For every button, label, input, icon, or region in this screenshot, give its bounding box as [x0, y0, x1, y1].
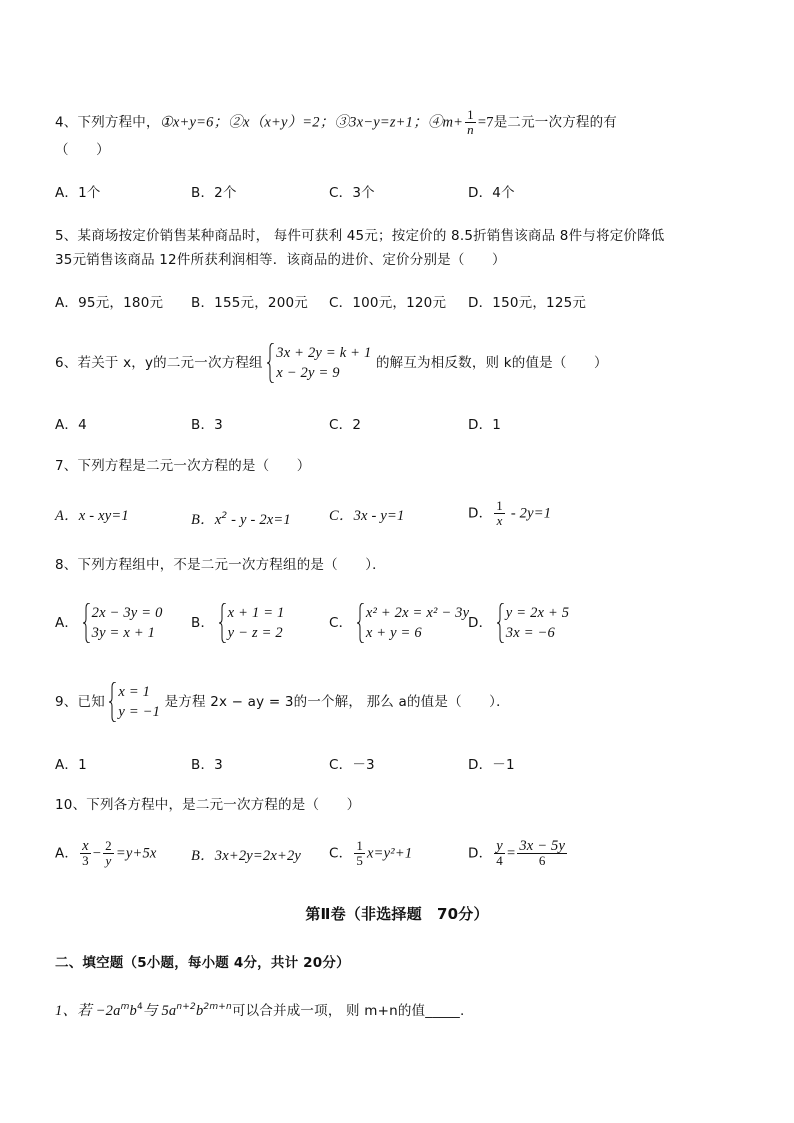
- q8-option-b[interactable]: B． x + 1 = 1 y − z = 2: [191, 605, 285, 641]
- q8-option-c[interactable]: C． x² + 2x = x² − 3y x + y = 6: [329, 605, 470, 641]
- question-4: 4、下列方程中，①x+y=6；②x（x+y）=2；③3x−y=z+1；④m+ $\frac{1}{n}$ =7是二元一次方程的有: [55, 107, 618, 137]
- fraction: $\frac{1}{5}$: [356, 838, 364, 868]
- q5-option-d[interactable]: D．150元，125元: [468, 295, 587, 311]
- q8-option-d[interactable]: D． y = 2x + 5 3x = −6: [468, 605, 570, 641]
- equation-system: x² + 2x = x² − 3y x + y = 6: [357, 603, 469, 643]
- equation-system: 2x − 3y = 0 3y = x + 1: [83, 603, 163, 643]
- equation-system: 3x + 2y = k + 1 x − 2y = 9: [267, 343, 371, 383]
- q4-option-c[interactable]: C．3个: [329, 185, 375, 201]
- q7-option-c[interactable]: C．3x - y=1: [329, 508, 405, 524]
- q5-option-a[interactable]: A．95元，180元: [55, 295, 164, 311]
- q9-option-b[interactable]: B．3: [191, 757, 223, 773]
- q10-option-d[interactable]: D． $\frac{y}{4}$ = $\frac{3x - 5y}{6}$: [468, 838, 566, 868]
- left-brace-icon: [357, 603, 365, 643]
- q5-option-b[interactable]: B．155元，200元: [191, 295, 308, 311]
- q4-option-a[interactable]: A．1个: [55, 185, 101, 201]
- q5-option-c[interactable]: C．100元，120元: [329, 295, 447, 311]
- question-5-line-2: 35元销售该商品 12件所获利润相等．该商品的进价、定价分别是（ ）: [55, 252, 506, 268]
- q10-option-c[interactable]: C． $\frac{1}{5}$ x=y²+1: [329, 838, 413, 868]
- q4-option-d[interactable]: D．4个: [468, 185, 515, 201]
- question-7: 7、下列方程是二元一次方程的是（ ）: [55, 458, 311, 474]
- q6-option-d[interactable]: D．1: [468, 417, 502, 433]
- section-heading: 第Ⅱ卷（非选择题 70分）: [305, 905, 489, 923]
- fraction-1-over-n: $\frac{1}{n}$: [467, 107, 474, 137]
- q9-option-a[interactable]: A．1: [55, 757, 87, 773]
- question-5-line-1: 5、某商场按定价销售某种商品时， 每件可获利 45元；按定价的 8.5折销售该商品 8件与将定价降低: [55, 228, 665, 244]
- fill-in-question-1: 1、若 $-2a^mb^4$与 $5a^{n+2}b^{2m+n}$可以合并成一项， 则 m+n的值_____.: [55, 1002, 465, 1019]
- left-brace-icon: [83, 603, 91, 643]
- fraction: $\frac{x}{3}$: [82, 838, 89, 868]
- q6-option-a[interactable]: A．4: [55, 417, 87, 433]
- q9-option-d[interactable]: D．－1: [468, 757, 515, 773]
- question-4-paren: （ ）: [55, 142, 110, 158]
- q10-option-a[interactable]: A． $\frac{x}{3}$ − $\frac{2}{y}$ =y+5x: [55, 838, 157, 868]
- equation-system: y = 2x + 5 3x = −6: [497, 603, 569, 643]
- question-6: 6、若关于 x，y的二元一次方程组 3x + 2y = k + 1 x − 2y = 9 的解互为相反数，则 k的值是（ ）: [55, 345, 608, 381]
- left-brace-icon: [267, 343, 275, 383]
- question-9: 9、已知 x = 1 y = −1 是方程 2x − ay = 3的一个解， 那么 a的值是（ ）．: [55, 684, 510, 720]
- equation-system: x + 1 = 1 y − z = 2: [219, 603, 285, 643]
- left-brace-icon: [497, 603, 505, 643]
- q6-option-b[interactable]: B．3: [191, 417, 223, 433]
- q7-option-a[interactable]: A．x - xy=1: [55, 508, 129, 524]
- part-2-title: 二、填空题（5小题，每小题 4分，共计 20分）: [55, 955, 350, 971]
- left-brace-icon: [219, 603, 227, 643]
- q4-option-b[interactable]: B．2个: [191, 185, 237, 201]
- q10-option-b[interactable]: B．3x+2y=2x+2y: [191, 848, 302, 864]
- fraction: $\frac{2}{y}$: [105, 838, 112, 868]
- equation-system: x = 1 y = −1: [109, 682, 160, 722]
- q8-option-a[interactable]: A． 2x − 3y = 0 3y = x + 1: [55, 605, 163, 641]
- q7-option-b[interactable]: B．$x^2 - y - 2x=1$: [191, 511, 291, 528]
- q6-option-c[interactable]: C．2: [329, 417, 362, 433]
- question-8: 8、下列方程组中，不是二元一次方程组的是（ ）．: [55, 557, 386, 573]
- question-10: 10、下列各方程中，是二元一次方程的是（ ）: [55, 797, 361, 813]
- q9-option-c[interactable]: C．－3: [329, 757, 375, 773]
- q7-option-d[interactable]: D． $\frac{1}{x}$ - 2y=1: [468, 498, 552, 528]
- fraction: $\frac{y}{4}$: [496, 838, 503, 868]
- fraction-1-over-x: $\frac{1}{x}$: [496, 498, 503, 528]
- left-brace-icon: [109, 682, 117, 722]
- fraction: $\frac{3x - 5y}{6}$: [519, 838, 566, 868]
